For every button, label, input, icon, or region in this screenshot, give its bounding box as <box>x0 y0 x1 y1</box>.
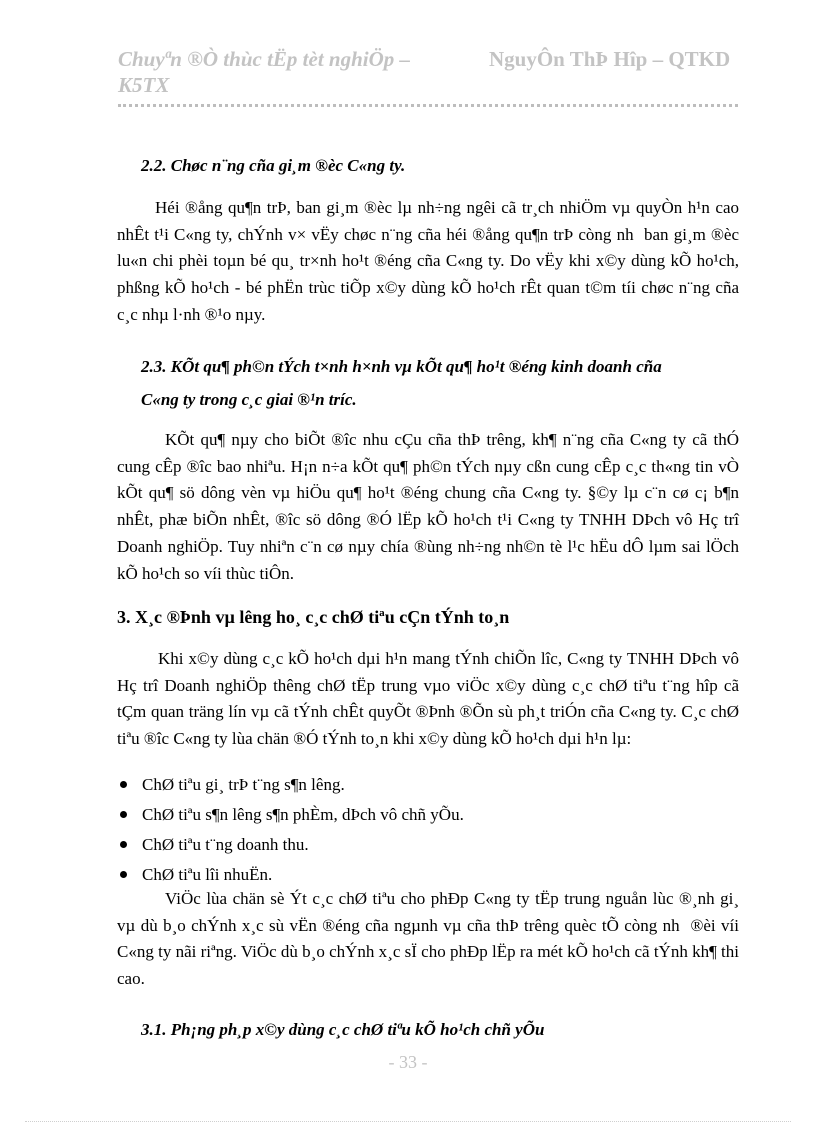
header-document-title: Chuyªn ®Ò thùc tËp tèt nghiÖp – K5TX <box>118 47 411 97</box>
section-3-closing-paragraph: ViÖc lùa chän sè Ýt c¸c chØ tiªu cho phÐp C«ng ty tËp trung nguån lùc ®¸nh gi¸ vµ dù b¸o chÝnh x¸c sù vËn ®éng cña ngµnh vµ cña thÞ trêng quèc tÕ còng nh ®èi víi C«ng ty nãi riªng. ViÖc dù b¸o chÝnh x¸c sÏ cho phÐp lËp ra mét kÕ ho¹ch cã tÝnh kh¶ thi cao. <box>117 889 739 989</box>
bullet-icon <box>120 871 127 878</box>
list-item: ChØ tiªu s¶n lêng s¶n phÈm, dÞch vô chñ yÕu. <box>117 800 739 830</box>
section-3-paragraph: Khi x©y dùng c¸c kÕ ho¹ch dµi h¹n mang tÝnh chiÕn lîc, C«ng ty TNHH DÞch vô Hç trî Doanh nghiÖp thêng chØ tËp trung vµo viÖc x©y dùng c¸c chØ tiªu t¨ng hîp cã tÇm quan träng lín vµ cã tÝnh chÊt quyÕt ®Þnh ®Õn sù ph¸t triÓn cña C«ng ty. C¸c chØ tiªu ®îc C«ng ty lùa chän ®Ó tÝnh to¸n khi x©y dùng kÕ ho¹ch dµi h¹n lµ: <box>117 649 739 749</box>
section-2-2-paragraph: Héi ®ång qu¶n trÞ, ban gi¸m ®èc lµ nh÷ng ngêi cã tr¸ch nhiÖm vµ quyÒn h¹n cao nhÊt t¹i C«ng ty, chÝnh v× vËy chøc n¨ng cña héi ®ång qu¶n trÞ còng nh ban gi¸m ®èc lu«n chi phèi toµn bé qu¸ tr×nh ho¹t ®éng cña C«ng ty. Do vËy khi x©y dùng kÕ ho¹ch, phßng kÕ ho¹ch - bé phËn trùc tiÕp x©y dùng kÕ ho¹ch rÊt quan t©m tíi chøc n¨ng cña c¸c nhµ l·nh ®¹o nµy. <box>117 198 739 324</box>
bullet-icon <box>120 781 127 788</box>
section-2-3-paragraph: KÕt qu¶ nµy cho biÕt ®îc nhu cÇu cña thÞ trêng, kh¶ n¨ng cña C«ng ty cã thÓ cung cÊp ®îc bao nhiªu. H¡n n÷a kÕt qu¶ ph©n tÝch nµy cßn cung cÊp c¸c th«ng tin vÒ kÕt qu¶ sö dông vèn vµ hiÖu qu¶ ho¹t ®éng chung cña C«ng ty. §©y lµ c¨n cø c¡ b¶n nhÊt, phæ biÕn nhÊt, ®îc sö dông ®Ó lËp kÕ ho¹ch t¹i C«ng ty TNHH DÞch vô Hç trî Doanh nghiÖp. Tuy nhiªn c¨n cø nµy chía ®ùng nh÷ng nh©n tè l¹c hËu dÔ lµm sai lÖch kÕ ho¹ch so víi thùc tiÔn. <box>117 430 739 583</box>
section-heading-3-1: 3.1. Ph¡ng ph¸p x©y dùng c¸c chØ tiªu kÕ ho¹ch chñ yÕu <box>141 1020 545 1039</box>
section-heading-2-2: 2.2. Chøc n¨ng cña gi¸m ®èc C«ng ty. <box>141 156 406 175</box>
page-number: - 33 - <box>388 1052 428 1072</box>
header-author: NguyÔn ThÞ Hîp – QTKD <box>489 47 731 71</box>
section-heading-2-3-line1: 2.3. KÕt qu¶ ph©n tÝch t×nh h×nh vµ kÕt qu¶ ho¹t ®éng kinh doanh cña <box>141 357 662 376</box>
list-item: ChØ tiªu gi¸ trÞ t¨ng s¶n lêng. <box>117 770 739 800</box>
footer-divider <box>25 1121 791 1122</box>
list-item: ChØ tiªu t¨ng doanh thu. <box>117 830 739 860</box>
section-heading-2-3-line2: C«ng ty trong c¸c giai ®¹n tríc. <box>141 390 357 409</box>
indicator-list <box>117 770 739 890</box>
bullet-icon <box>120 811 127 818</box>
list-item: ChØ tiªu lîi nhuËn. <box>117 860 739 890</box>
header-divider <box>118 104 738 107</box>
section-heading-3: 3. X¸c ®Þnh vµ lêng ho¸ c¸c chØ tiªu cÇn tÝnh to¸n <box>117 607 510 627</box>
bullet-icon <box>120 841 127 848</box>
